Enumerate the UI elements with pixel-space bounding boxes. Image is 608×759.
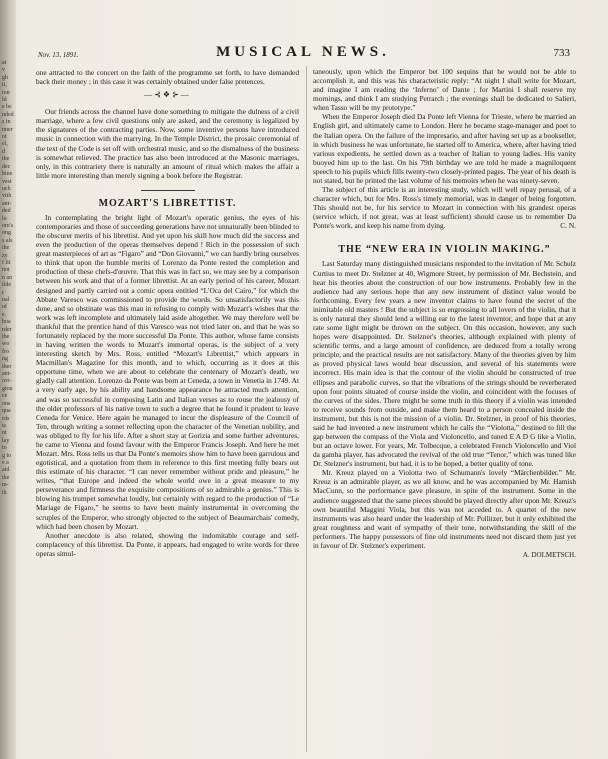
- heading-violin-making: THE “NEW ERA IN VIOLIN MAKING.”: [338, 244, 551, 256]
- edge-fragment: bine: [2, 171, 13, 178]
- previous-page-edge-text: [2, 60, 16, 700]
- edge-fragment: the: [2, 334, 10, 341]
- edge-fragment: zy: [2, 252, 8, 259]
- paragraph-violin-theories: Last Saturday many distinguished musicians responded to the invitation of Mr. Schulz Curtius to meet Dr. Stelzner at 40, Wigmore Street, by permission of Mr. Bechstein, and hear his theories about the construction of our bow instruments. Probably few in the audience had any serious hope that any new instrument of distinct value would be forthcoming. Every few years a new inventor claims to have found the secret of the inimitable old masters ! But the subject is so engrossing to all lovers of the violin, that it is only natural they should lend a willing ear to the latest inventor, and hope that at any rate some light might be thrown on the subject. On this occasion, however, any such hopes were disappointed. Dr. Stelzner's theories, although explained with plenty of scientific terms, and a large amount of confidence, are deduced from a totally wrong principle, and the practical results are not satisfactory. Many of the theories given by him as proved physical laws would bear discussion, and several of his statements were incorrect. His main idea is that the contour of the violin should be constructed of true ellipses and parabolic curves, so that the vibrations of the strings should be reverberated upon four points situated of course inside the violin, and coincident with the focuses of the curves of the sides. There might be some truth in this theory if a violin was intended to receive sounds from outside, and make them heard to a person concealed inside the instrument, but this is not the mission of a violin. Dr. Stelzner, in proof of his theories, said he had invented a new instrument which he calls the “Violotta,” destined to fill the gap between the compass of the Viola and Violoncello, and tuned E A D G like a Violin, but an octave lower. For years, Mr. Tolbecque, a celebrated French Violoncello and Viol da gamba player, has advocated the revival of the old true “Tenor,” which was tuned like Dr. Stelzner's instrument, but had, it is to be hoped, a better quality of tone.: [313, 259, 576, 469]
- paragraph-continued: taneously, upon which the Emperor bet 100 sequins that he would not be able to accomplish it, and this was his characteristic reply: “At night I shall write for Mozart, and imagine I am reading the ‘Inferno’ of Dante ; for Martini I shall reserve my mornings, and think I am studying Petrarch ; the evenings shall be dedicated to Salieri, when Tasso will be my prototype.”: [313, 67, 576, 113]
- spacer: [313, 230, 576, 239]
- edge-fragment: v: [2, 67, 5, 74]
- edge-fragment: the: [2, 156, 10, 163]
- edge-fragment: th: [2, 489, 7, 496]
- edge-fragment: ren: [2, 89, 10, 96]
- edge-fragment: uch: [2, 185, 11, 192]
- heading-mozarts-librettist: MOZART'S LIBRETTIST.: [98, 197, 237, 209]
- page-number: 733: [553, 47, 570, 59]
- edge-fragment: lay: [2, 437, 10, 444]
- edge-fragment: ce: [2, 393, 8, 400]
- edge-fragment: n an: [2, 274, 13, 281]
- edge-fragment: rds: [2, 415, 10, 422]
- page-header: [24, 44, 582, 66]
- left-column: [36, 68, 299, 754]
- edge-fragment: the: [2, 474, 10, 481]
- paragraph-anecdote: Another anecdote is also related, showing the indomitable courage and self-complacency of this librettist. Da Ponte, it appears, had engaged to write words for three operas simul-: [36, 530, 299, 558]
- paragraph-emperor-death: When the Emperor Joseph died Da Ponte left Vienna for Trieste, where he married an English girl, and ultimately came to London. Here he became stage-manager and poet to the Italian opera. On the failure of the impresario, and after having set up as a bookseller, in which business he was unfortunate, he started off to America, where, after having tried various expedients, he settled down as a teacher of Italian to young ladies. His vanity buoyed him up to the last. On his 79th birthday we are told he made a magniloquent speech to his pupils which fills twenty-two closely-printed pages. The year of his death is not stated, but he printed the last volume of his memoirs when he was ninety-seven.: [313, 112, 576, 185]
- ornament-divider: —⊰❖⊱—: [144, 90, 191, 100]
- section-rule: [141, 190, 195, 191]
- edge-fragment: fro: [2, 348, 9, 355]
- edge-fragment: s als: [2, 237, 13, 244]
- edge-fragment: not: [2, 267, 10, 274]
- issue-date: Nov. 13, 1891.: [38, 51, 79, 59]
- edge-fragment: the: [2, 245, 10, 252]
- paragraph-subject: [313, 185, 576, 230]
- edge-fragment: nal: [2, 297, 10, 303]
- edge-fragment: dec: [2, 163, 11, 170]
- edge-fragment: nded: [2, 111, 14, 118]
- edge-fragment: e be: [2, 104, 12, 111]
- paragraph-subject-text: The subject of this article is an interesting study, which will well repay perusal, of a character which, but for Mrs. Ross's timely memorial, was in danger of being forgotten. This should not be, for his service to Mozart in connection with his grandest operas (service which, if not great, was at least sufficient) should cause us to remember Da Ponte's work, and keep his name from dying.: [313, 185, 576, 231]
- edge-fragment: hoa: [2, 319, 11, 326]
- edge-fragment: f lit: [2, 259, 11, 266]
- edge-fragment: wo: [2, 341, 10, 348]
- edge-fragment: s in: [2, 119, 11, 126]
- edge-fragment: ant-: [2, 200, 12, 207]
- edge-fragment: g to: [2, 452, 12, 459]
- edge-fragment: el,: [2, 141, 8, 148]
- edge-fragment: ovi-: [2, 378, 12, 385]
- edge-fragment: ong: [2, 230, 11, 237]
- edge-fragment: to: [2, 445, 7, 452]
- paragraph-kreuz: Mr. Kreuz played on a Violotta two of Schumann's lovely “Märchenbilder.” Mr. Kreuz is an admirable player, as we all know, and he was accompanied by Mr. Hamish MacCunn, so the performance gave pleasure, in spite of the instrument. Some in the audience suggested that the same pieces should be played directly after upon Mr. Kreuz's own beautiful Maggini Viola, but this was not acceded to. A quartet of the new instruments was also heard under the leadership of Mr. Pollitzer, but it only exhibited the great roughness and want of sympathy of their tone, notwithstanding the skill of the performers. The happy possessors of fine old instruments need not discard them just yet in favour of Dr. Stelzner's experiment.: [313, 468, 576, 550]
- edge-fragment: gh: [2, 74, 8, 81]
- edge-fragment: om's: [2, 222, 14, 229]
- edge-fragment: e.: [2, 311, 7, 318]
- paragraph-civil-marriage: Our friends across the channel have done something to mitigate the dulness of a civil marriage, where a few civil questions only are asked, and the ceremony is legalized by the signatures of the contracting parties. Now, some inventive persons have introduced music in connection with the marrying. In the Temple District, the prosaic ceremonial of the text of the Code is set off with orchestral music, and so the dismalness of the business is somewhat relieved. The practice has also been introduced at the Masonic marriages, only, in this contrariety there is naturally an amount of ritual which makes the affair a little more interesting than merely signing a book before the Registrar.: [36, 107, 299, 180]
- edge-fragment: ilde: [2, 282, 11, 289]
- edge-fragment: d: [2, 148, 5, 155]
- author-initials: C. N.: [560, 221, 576, 231]
- edge-fragment: r: [2, 289, 4, 296]
- edge-fragment: lo: [2, 215, 7, 222]
- paragraph-mozart-librettist: In contemplating the bright light of Mozart's operatic genius, the eyes of his contemporaries and those of succeeding generations have not unnaturally been blinded to the obscurer merits of his librettist. And yet upon his skill how much did the success and even the production of the operas themselves depend ! Rich in the possession of such great masterpieces of art as “Figaro” and “Don Giovanni,” we can hardly bring ourselves to think that upon the humble merits of Lorenzo da Ponte rested the completion and production of these chefs-d'œuvre. That this was in fact so, we may see by a comparison between his work and that of a former librettist. At an early period of his career, Mozart designed and partly carried out a comic opera entitled “L'Oca del Cairo,” for which the Abbate Varesco was commissioned to provide the words. So unsatisfactorily was this done, and so obstinate was this man in refusing to comply with Mozart's wishes that the work was left incomplete and ultimately laid aside altogether. We may therefore well be thankful that the prentice hand of this Varesco was not tried later on, and that he was so fortunately replaced by the more successful Da Ponte. This author, whose fame consists in having written the words to Mozart's immortal operas, is the subject of a very interesting sketch by Mrs. Ross, entitled “Mozart's Librettist,” which appears in Macmillan's Magazine for this month, and to which, occurring as it does at this opportune time, when we are about to celebrate the centenary of Mozart's death, we gladly call attention. Lorenzo da Ponte was born at Ceneda, a town in Venetia in 1749. At a very early age, by his ability and handsome appearance he attracted much attention, and was so successful in composing Latin and Italian verses as to rouse the jealousy of the older professors of his native town to such a degree that he found it prudent to leave Ceneda for Venice. Here again he managed to incur the displeasure of the Council of Ten, through writing a sonnet reflecting upon the character of the Venetian nobility, and was obliged to fly for his life. After a short stay at Gorizia and some further adventures, he came to Vienna and found favour with the Emperor Francis Joseph. And here he met Mozart. Mrs. Ross tells us that Da Ponte's memoirs show him to have been garrulous and egotistical, and a quotation from them in reference to this first meeting fully bears out this estimate of his character. “I can never remember without pride and pleasure,” he writes, “that Europe and indeed the whole world owe in a great measure to my perseverance and firmness the exquisite compositions of so admirable a genius.” This is blowing his trumpet somewhat loudly, but certainly with regard to the production of “Le Mariage de Figaro,” he seems to have been mainly instrumental in overcoming the scruples of the Emperor, who strongly objected to the subject of Beaumarchais' comedy, which had been chosen by Mozart.: [36, 212, 299, 531]
- edge-fragment: ther: [2, 363, 12, 370]
- publication-title: MUSICAL NEWS.: [216, 44, 390, 60]
- edge-fragment: vest: [2, 178, 12, 185]
- edge-fragment: of: [2, 304, 7, 311]
- edge-fragment: ld: [2, 97, 7, 104]
- edge-fragment: ant-: [2, 371, 12, 378]
- author-signature: A. DOLMETSCH.: [522, 550, 576, 559]
- edge-fragment: gion: [2, 385, 13, 392]
- edge-fragment: ot: [2, 134, 7, 141]
- column-divider: [306, 66, 307, 752]
- edge-fragment: nt: [2, 430, 7, 437]
- edge-fragment: rder: [2, 326, 12, 333]
- edge-fragment: ded: [2, 208, 11, 215]
- edge-fragment: ti,: [2, 82, 7, 89]
- edge-fragment: m-: [2, 482, 9, 489]
- edge-fragment: ts: [2, 422, 7, 429]
- edge-fragment: nner: [2, 126, 13, 133]
- article-continuation: one attracted to the concert on the faith of the programme set forth, to have demanded back their money ; in this case it was certainly obtained under false pretences.: [36, 68, 299, 87]
- edge-fragment: aid: [2, 467, 10, 474]
- right-column: [313, 67, 576, 753]
- edge-fragment: vith: [2, 193, 12, 200]
- edge-fragment: qua: [2, 408, 11, 415]
- edge-fragment: at: [2, 60, 7, 66]
- edge-fragment: ons: [2, 400, 11, 407]
- edge-fragment: ng: [2, 356, 8, 363]
- edge-fragment: e a: [2, 459, 9, 466]
